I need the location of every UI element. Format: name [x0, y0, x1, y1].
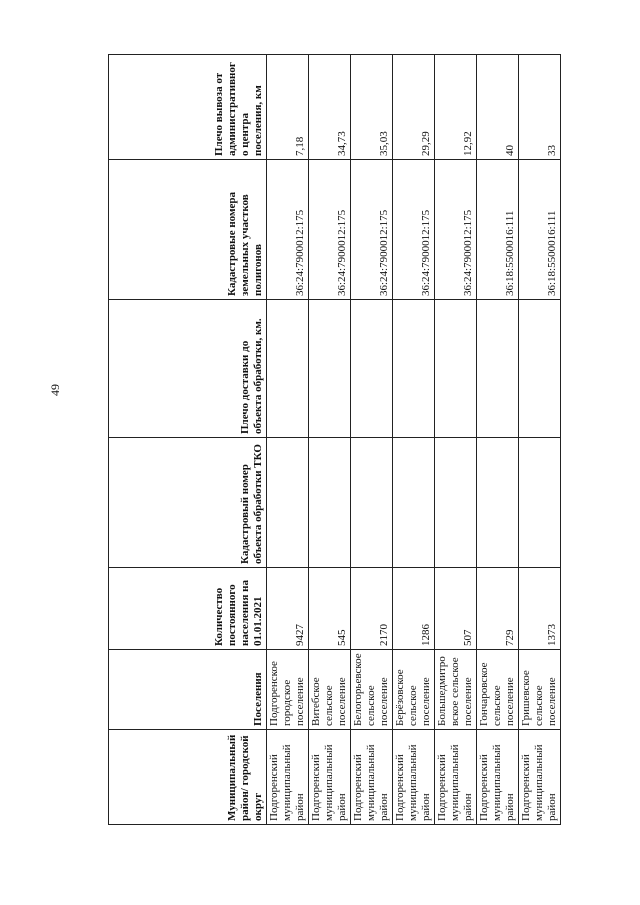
cell-removal-distance: 29,29 [393, 55, 435, 160]
cell-population: 1373 [519, 568, 561, 650]
cell-settlement: Гончаровское сельское поселение [477, 650, 519, 730]
header-population: Количество постоянного населения на 01.01.2021 [109, 568, 267, 650]
header-processing-cadastral-number: Кадастровый номер объекта обработки ТКО [109, 438, 267, 568]
cell-processing-number [351, 438, 393, 568]
cell-population: 1286 [393, 568, 435, 650]
cell-district: Подгоренский муниципальный район [393, 730, 435, 825]
cell-settlement: Подгоренское городское поселение [267, 650, 309, 730]
cell-delivery-distance [267, 300, 309, 438]
cell-landfill-number: 36:24:7900012:175 [435, 160, 477, 300]
cell-delivery-distance [351, 300, 393, 438]
cell-landfill-number: 36:24:7900012:175 [309, 160, 351, 300]
cell-district: Подгоренский муниципальный район [435, 730, 477, 825]
cell-district: Подгоренский муниципальный район [519, 730, 561, 825]
cell-population: 545 [309, 568, 351, 650]
cell-landfill-number: 36:18:5500016:111 [477, 160, 519, 300]
cell-population: 9427 [267, 568, 309, 650]
table-row [267, 55, 309, 825]
cell-processing-number [519, 438, 561, 568]
cell-settlement: Гришевское сельское поселение [519, 650, 561, 730]
cell-landfill-number: 36:24:7900012:175 [351, 160, 393, 300]
cell-delivery-distance [393, 300, 435, 438]
cell-removal-distance: 40 [477, 55, 519, 160]
header-removal-distance: Плечо вывоза от административного центра поселения, км [109, 55, 267, 160]
cell-landfill-number: 36:24:7900012:175 [393, 160, 435, 300]
cell-removal-distance: 34,73 [309, 55, 351, 160]
cell-processing-number [477, 438, 519, 568]
waste-transport-table [108, 54, 561, 825]
cell-removal-distance: 12,92 [435, 55, 477, 160]
table-header-row [109, 55, 267, 825]
cell-processing-number [435, 438, 477, 568]
cell-settlement: Большедмитровское сельское поселение [435, 650, 477, 730]
header-municipal-district: Муниципальный район/ городской округ [109, 730, 267, 825]
cell-processing-number [267, 438, 309, 568]
cell-population: 507 [435, 568, 477, 650]
cell-settlement: Витебское сельское поселение [309, 650, 351, 730]
table-row [351, 55, 393, 825]
header-settlements: Поселения [109, 650, 267, 730]
header-landfill-cadastral-numbers: Кадастровые номера земельных участков полигонов [109, 160, 267, 300]
cell-processing-number [309, 438, 351, 568]
table-row [393, 55, 435, 825]
cell-district: Подгоренский муниципальный район [267, 730, 309, 825]
cell-district: Подгоренский муниципальный район [309, 730, 351, 825]
table-row [519, 55, 561, 825]
cell-population: 2170 [351, 568, 393, 650]
cell-landfill-number: 36:24:7900012:175 [267, 160, 309, 300]
cell-delivery-distance [477, 300, 519, 438]
cell-processing-number [393, 438, 435, 568]
cell-landfill-number: 36:18:5500016:111 [519, 160, 561, 300]
cell-delivery-distance [435, 300, 477, 438]
cell-district: Подгоренский муниципальный район [351, 730, 393, 825]
page-number: 49 [48, 384, 62, 396]
cell-district: Подгоренский муниципальный район [477, 730, 519, 825]
cell-settlement: Берёзовское сельское поселение [393, 650, 435, 730]
header-delivery-distance: Плечо доставки до объекта обработки, км. [109, 300, 267, 438]
cell-removal-distance: 7,18 [267, 55, 309, 160]
table-row [309, 55, 351, 825]
table-row [435, 55, 477, 825]
cell-population: 729 [477, 568, 519, 650]
table-container [108, 55, 558, 825]
cell-settlement: Белогорьевское сельское поселение [351, 650, 393, 730]
cell-removal-distance: 33 [519, 55, 561, 160]
cell-delivery-distance [309, 300, 351, 438]
cell-delivery-distance [519, 300, 561, 438]
table-row [477, 55, 519, 825]
cell-removal-distance: 35,03 [351, 55, 393, 160]
